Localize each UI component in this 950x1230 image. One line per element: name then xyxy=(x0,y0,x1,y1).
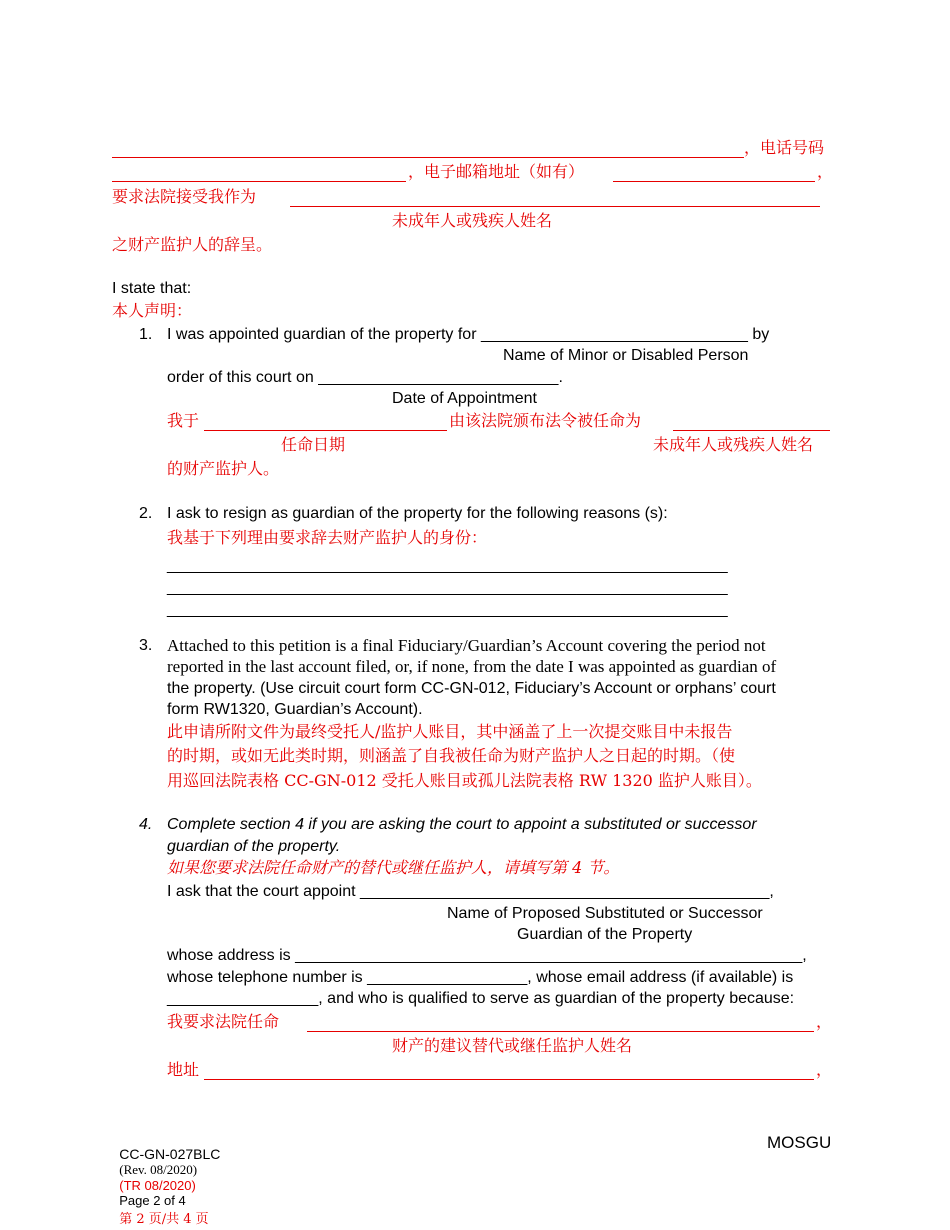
minor-name-caption: 未成年人或残疾人姓名 xyxy=(392,211,553,230)
item4-zh-a: 我要求法院任命 xyxy=(167,1012,280,1031)
footer-code: MOSGU xyxy=(767,1133,832,1152)
item1-zh-caption-date: 任命日期 xyxy=(281,435,346,454)
statement-en: I state that: xyxy=(112,280,192,297)
item4-instruction-1: Complete section 4 if you are asking the court to appoint a substituted or successor xyxy=(167,816,757,833)
item1-number: 1. xyxy=(139,326,153,343)
item1-zh-caption-name: 未成年人或残疾人姓名 xyxy=(653,435,814,454)
item4-line2: whose address is _________________________________________________________, xyxy=(167,947,807,964)
item4-line1: I ask that the court appoint ______________________________________________, xyxy=(167,883,774,900)
item1-line1: I was appointed guardian of the property for ______________________________ by xyxy=(167,326,770,343)
blank-line-phone[interactable] xyxy=(112,181,406,182)
item3-line2: reported in the last account filed, or, if none, from the date I was appointed as guardian of xyxy=(167,657,777,676)
revision: (Rev. 08/2020) xyxy=(119,1162,198,1177)
item4-caption-1: Name of Proposed Substituted or Successor xyxy=(447,905,763,922)
item3-line3: the property. (Use circuit court form CC-GN-012, Fiduciary’s Account or orphans’ court xyxy=(167,680,776,697)
statement-zh: 本人声明： xyxy=(112,301,193,320)
item3-zh-1: 此申请所附文件为最终受托人/监护人账目，其中涵盖了上一次提交账目中未报告 xyxy=(167,722,733,741)
translation-revision: (TR 08/2020) xyxy=(119,1178,196,1193)
item4-zh-b-end: ， xyxy=(816,1060,833,1079)
item2-line1: I ask to resign as guardian of the property for the following reasons (s): xyxy=(167,505,668,522)
item1-caption-name: Name of Minor or Disabled Person xyxy=(503,347,749,364)
item1-caption-date: Date of Appointment xyxy=(392,390,537,407)
form-id: CC-GN-027BLC xyxy=(119,1146,221,1162)
item3-zh-3: 用巡回法院表格 CC-GN-012 受托人账目或孤儿法院表格 RW 1320 监护人账目）。 xyxy=(167,771,762,790)
item4-number: 4. xyxy=(139,816,153,833)
comma: ， xyxy=(817,162,834,181)
footer-form-id xyxy=(112,1131,220,1227)
request-text: 要求法院接受我作为 xyxy=(112,187,257,206)
email-label: ，电子邮箱地址（如有） xyxy=(408,162,585,181)
item2-blank-line-3[interactable]: _______________________________________________________________ xyxy=(167,601,728,618)
page-number: Page 2 of 4 xyxy=(119,1193,186,1208)
blank-line-email[interactable] xyxy=(613,181,815,182)
blank-line-minor-name[interactable] xyxy=(290,206,820,207)
item3-number: 3. xyxy=(139,637,153,654)
item1-zh-b: 由该法院颁布法令被任命为 xyxy=(449,411,642,430)
item4-zh-b: 地址 xyxy=(167,1060,200,1079)
item2-number: 2. xyxy=(139,505,153,522)
item1-zh-blank-name[interactable] xyxy=(673,430,830,431)
item4-zh-blank-address[interactable] xyxy=(204,1079,814,1080)
item4-caption-2: Guardian of the Property xyxy=(517,926,693,943)
item4-instruction-zh: 如果您要求法院任命财产的替代或继任监护人，请填写第 4 节。 xyxy=(167,858,620,877)
item4-instruction-2: guardian of the property. xyxy=(167,838,341,855)
item4-line3: whose telephone number is __________________, whose email address (if available) is xyxy=(167,969,794,986)
item3-line1: Attached to this petition is a final Fiduciary/Guardian’s Account covering the period not xyxy=(167,636,766,655)
item4-zh-blank-name[interactable] xyxy=(307,1031,814,1032)
phone-label: ，电话号码 xyxy=(744,138,825,157)
item1-zh-a: 我于 xyxy=(167,411,200,430)
item2-zh: 我基于下列理由要求辞去财产监护人的身份： xyxy=(167,528,488,547)
item3-zh-2: 的时期，或如无此类时期，则涵盖了自我被任命为财产监护人之日起的时期。（使 xyxy=(167,746,736,765)
item1-line2: order of this court on ___________________________. xyxy=(167,369,563,386)
item4-zh-a-end: ， xyxy=(816,1012,833,1031)
item2-blank-line-2[interactable]: _______________________________________________________________ xyxy=(167,579,728,596)
item1-zh-c: 的财产监护人。 xyxy=(167,459,280,478)
item4-line4: _________________, and who is qualified to serve as guardian of the property because: xyxy=(167,990,795,1007)
item3-line4: form RW1320, Guardian’s Account). xyxy=(167,701,423,718)
page-number-zh: 第 2 页/共 4 页 xyxy=(119,1212,209,1227)
blank-line-name[interactable] xyxy=(112,157,744,158)
item2-blank-line-1[interactable]: _______________________________________________________________ xyxy=(167,557,728,574)
resignation-text: 之财产监护人的辞呈。 xyxy=(112,235,273,254)
item4-zh-caption: 财产的建议替代或继任监护人姓名 xyxy=(392,1036,633,1055)
item1-zh-blank-date[interactable] xyxy=(204,430,447,431)
